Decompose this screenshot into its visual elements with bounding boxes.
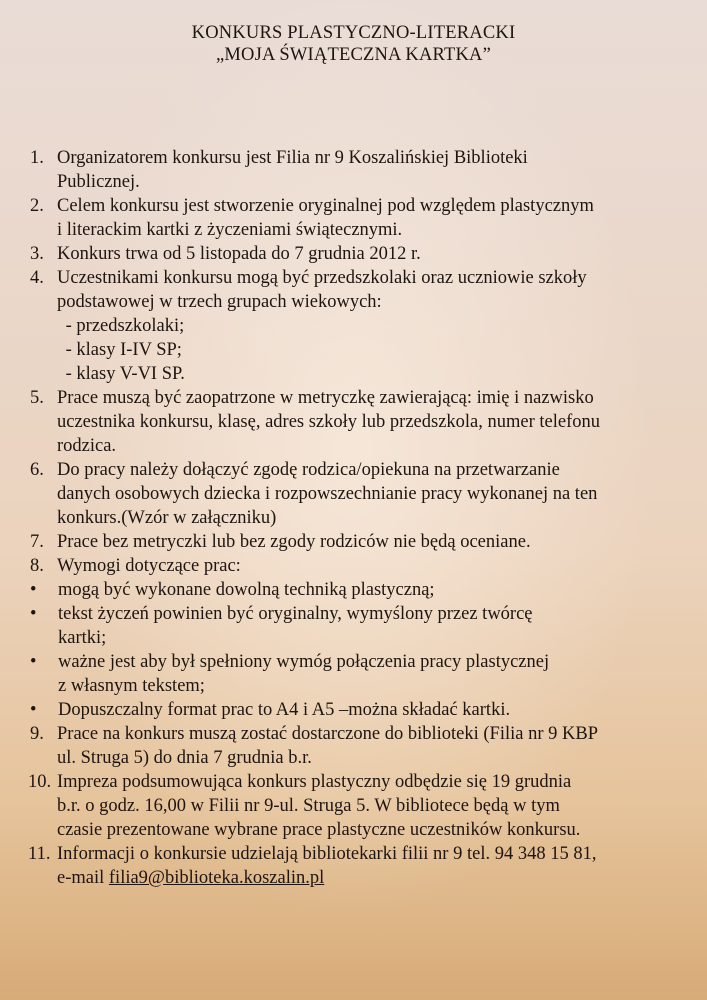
requirement-item <box>0 650 707 698</box>
bullet-icon: • <box>30 700 37 720</box>
requirement-item <box>0 698 707 722</box>
item-line: Do pracy należy dołączyć zgodę rodzica/opiekuna na przetwarzanie <box>57 460 560 480</box>
item-number: 3. <box>30 244 44 264</box>
item-line: konkurs.(Wzór w załączniku) <box>57 508 277 528</box>
email-prefix: e-mail <box>57 868 109 888</box>
item-line: danych osobowych dziecka i rozpowszechnianie pracy wykonanej na ten <box>57 484 598 504</box>
rule-item <box>0 266 707 386</box>
requirement-line: ważne jest aby był spełniony wymóg połączenia pracy plastycznej <box>58 652 550 672</box>
item-line: Impreza podsumowująca konkurs plastyczny odbędzie się 19 grudnia <box>57 772 572 792</box>
rule-item <box>0 386 707 458</box>
rule-item <box>0 458 707 530</box>
rule-item <box>0 530 707 554</box>
item-line: uczestnika konkursu, klasę, adres szkoły lub przedszkola, numer telefonu <box>57 412 601 432</box>
item-line: Wymogi dotyczące prac: <box>57 556 241 576</box>
rule-item <box>0 770 707 842</box>
age-group: - klasy I-IV SP; <box>61 340 182 360</box>
item-line: Publicznej. <box>57 172 140 192</box>
age-group: - klasy V-VI SP. <box>61 364 185 384</box>
item-line: Celem konkursu jest stworzenie oryginalnej pod względem plastycznym <box>57 196 594 216</box>
rule-item <box>0 194 707 242</box>
requirement-line: kartki; <box>58 628 107 648</box>
rule-item <box>0 554 707 578</box>
item-line: b.r. o godz. 16,00 w Filii nr 9-ul. Struga 5. W bibliotece będą w tym <box>57 796 560 816</box>
age-group: - przedszkolaki; <box>61 316 185 336</box>
requirement-line: Dopuszczalny format prac to A4 i A5 –można składać kartki. <box>58 700 511 720</box>
item-line: ul. Struga 5) do dnia 7 grudnia b.r. <box>57 748 312 768</box>
rule-item <box>0 146 707 194</box>
rule-item <box>0 842 707 890</box>
bullet-icon: • <box>30 580 37 600</box>
title-line-2: „MOJA ŚWIĄTECZNA KARTKA” <box>215 45 491 65</box>
bullet-icon: • <box>30 652 37 672</box>
item-line: podstawowej w trzech grupach wiekowych: <box>57 292 382 312</box>
requirements-list <box>0 578 707 722</box>
item-line: Organizatorem konkursu jest Filia nr 9 Koszalińskiej Biblioteki <box>57 148 528 168</box>
title-line-1: KONKURS PLASTYCZNO-LITERACKI <box>191 23 516 43</box>
item-line: Prace na konkurs muszą zostać dostarczone do biblioteki (Filia nr 9 KBP <box>57 724 598 744</box>
item-number: 5. <box>30 388 44 408</box>
item-number: 7. <box>30 532 44 552</box>
item-line: Prace bez metryczki lub bez zgody rodziców nie będą oceniane. <box>57 532 531 552</box>
item-number: 1. <box>30 148 44 168</box>
requirement-item <box>0 578 707 602</box>
rule-item <box>0 722 707 770</box>
rules-list <box>0 146 707 890</box>
item-line <box>57 866 687 890</box>
item-line: i literackim kartki z życzeniami świątecznymi. <box>57 220 403 240</box>
item-number: 8. <box>30 556 44 576</box>
bullet-icon: • <box>30 604 37 624</box>
item-number: 4. <box>30 268 44 288</box>
requirement-line: mogą być wykonane dowolną techniką plastyczną; <box>58 580 435 600</box>
poster-title <box>0 22 707 66</box>
item-line: Konkurs trwa od 5 listopada do 7 grudnia 2012 r. <box>57 244 421 264</box>
item-number: 2. <box>30 196 44 216</box>
item-number: 11. <box>28 844 51 864</box>
rule-item <box>0 242 707 266</box>
email-link[interactable]: filia9@biblioteka.koszalin.pl <box>108 868 325 888</box>
item-line: Prace muszą być zaopatrzone w metryczkę zawierającą: imię i nazwisko <box>57 388 594 408</box>
item-number: 10. <box>28 772 52 792</box>
requirement-line: tekst życzeń powinien być oryginalny, wymyślony przez twórcę <box>58 604 533 624</box>
item-line: rodzica. <box>57 436 117 456</box>
requirement-line: z własnym tekstem; <box>58 676 205 696</box>
item-line: czasie prezentowane wybrane prace plastyczne uczestników konkursu. <box>57 820 581 840</box>
item-line: Uczestnikami konkursu mogą być przedszkolaki oraz uczniowie szkoły <box>57 268 587 288</box>
item-number: 6. <box>30 460 44 480</box>
item-number: 9. <box>30 724 44 744</box>
item-line: Informacji o konkursie udzielają bibliotekarki filii nr 9 tel. 94 348 15 81, <box>57 844 597 864</box>
requirement-item <box>0 602 707 650</box>
